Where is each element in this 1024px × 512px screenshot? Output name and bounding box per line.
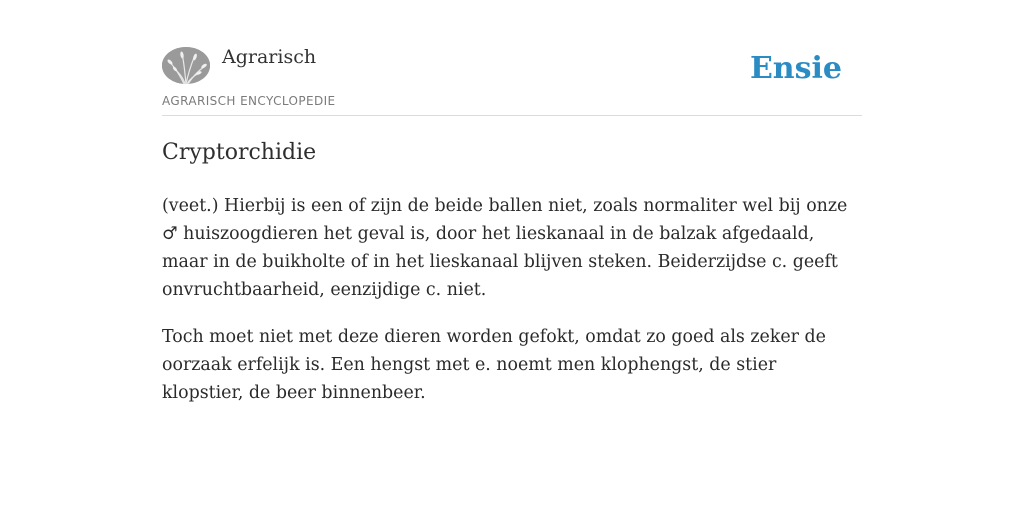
article-paragraph: Toch moet niet met deze dieren worden gefokt, omdat zo goed als zeker de oorzaak erfelijk is. Een hengst met e. noemt men klophengst, de stier klopstier, de beer binnenbeer. (162, 327, 826, 403)
brand-name[interactable]: Agrarisch (222, 46, 317, 68)
page (162, 0, 862, 403)
article-paragraph: (veet.) Hierbij is een of zijn de beide ballen niet, zoals normaliter wel bij onze ♂ huiszoogdieren het geval is, door het lieskanaal in de balzak afgedaald, maar in de buikholte of in het lieskanaal blijven steken. Beiderzijdse c. geeft onvruchtbaarheid, eenzijdige c. niet. (162, 196, 848, 300)
article-title: Cryptorchidie (162, 140, 317, 165)
brand-subtitle[interactable]: AGRARISCH ENCYCLOPEDIE (162, 94, 336, 108)
site-logo[interactable]: Ensie (749, 51, 842, 86)
article-body (162, 192, 862, 426)
wheat-icon[interactable] (162, 47, 210, 84)
header (162, 0, 862, 116)
